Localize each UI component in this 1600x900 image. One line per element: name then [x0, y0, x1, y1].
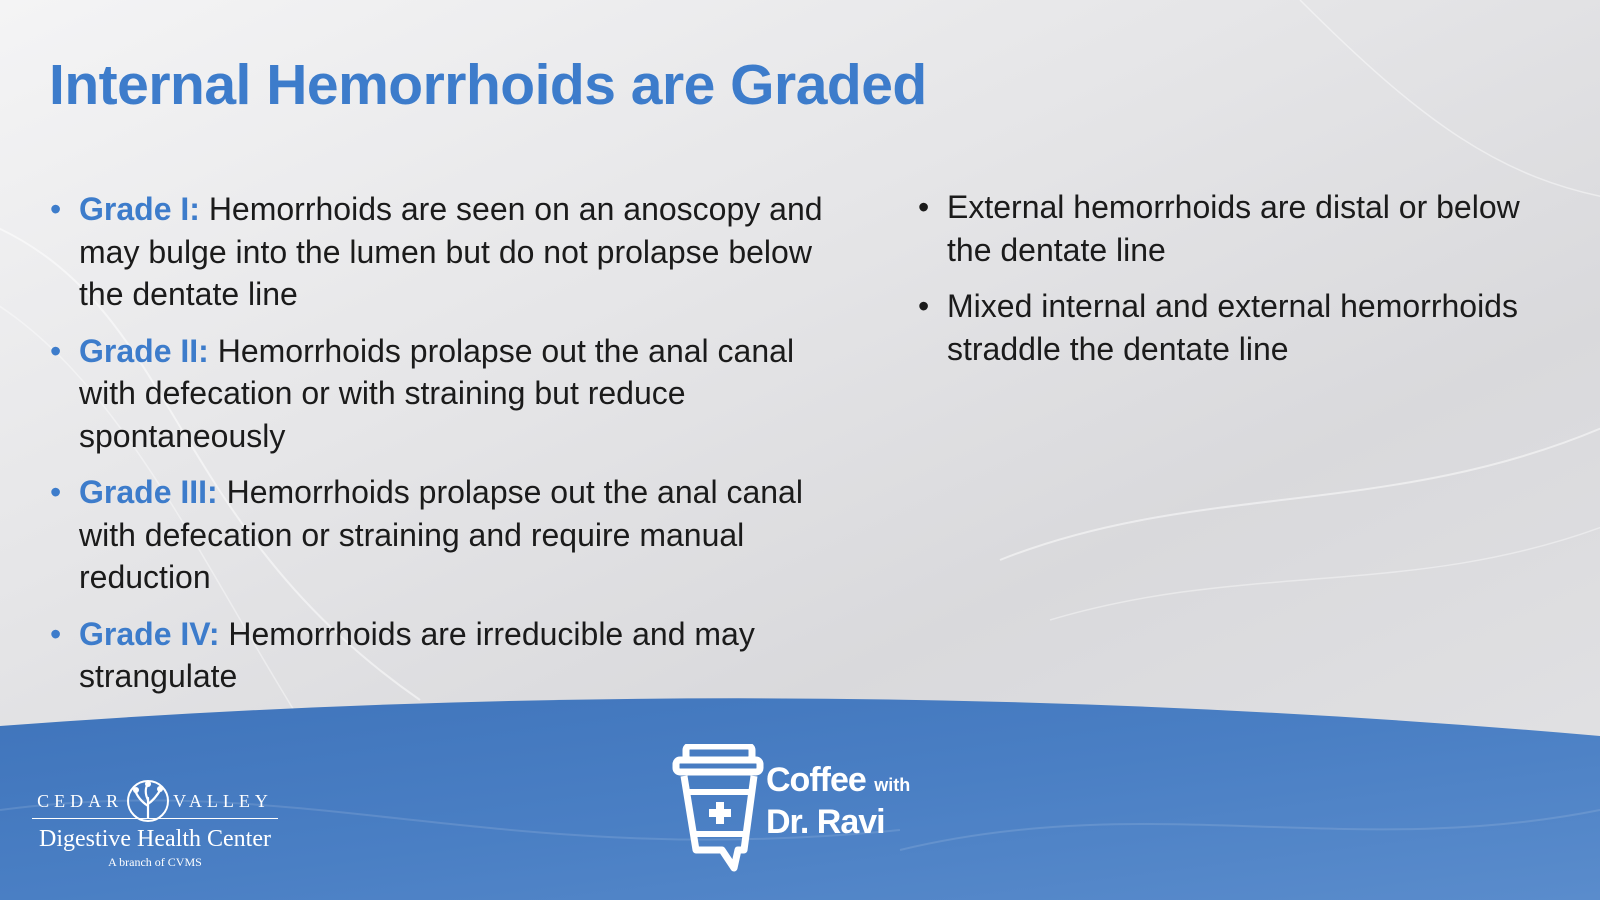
tree-emblem-icon: [125, 778, 171, 824]
bullet-grade-3: [50, 471, 850, 599]
grade-label: Grade III:: [79, 474, 218, 510]
cedar-valley-logo: [24, 778, 286, 870]
grade-text: Hemorrhoids are irreducible and may strangulate: [79, 615, 755, 694]
logo-word-valley: VALLEY: [173, 790, 273, 811]
coffee-cup-icon: [672, 744, 764, 872]
brand-line-coffee: [766, 762, 910, 803]
brand-text: [766, 762, 910, 841]
grade-label: Grade I:: [79, 191, 200, 227]
bullet-grade-2: [50, 330, 850, 458]
bullet-grade-4: [50, 613, 850, 698]
bullet-mixed: • Mixed internal and external hemorrhoids straddle the dentate line: [918, 285, 1558, 370]
brand-name: Dr. Ravi: [766, 803, 885, 841]
bullet-grade-1: [50, 188, 850, 316]
slide-title: Internal Hemorrhoids are Graded: [49, 53, 927, 117]
logo-tagline: A branch of CVMS: [108, 855, 202, 869]
logo-word-cedar: CEDAR: [37, 790, 124, 811]
brand-coffee: Coffee: [766, 761, 866, 799]
grade-bullet-list: [50, 188, 850, 712]
grade-text: Hemorrhoids prolapse out the anal canal with defecation or straining and require manual reduction: [79, 474, 803, 595]
brand-with: with: [874, 775, 911, 795]
grade-label: Grade II:: [79, 332, 209, 369]
grade-label: Grade IV:: [79, 615, 220, 652]
grade-text: Hemorrhoids are seen on an anoscopy and may bulge into the lumen but do not prolapse below the dentate line: [79, 191, 823, 312]
external-bullet-list: [918, 186, 1558, 384]
grade-text: Hemorrhoids prolapse out the anal canal with defecation or with straining but reduce spontaneously: [79, 332, 795, 454]
coffee-with-dr-ravi-logo: [672, 744, 942, 874]
logo-name: Digestive Health Center: [39, 826, 271, 852]
bullet-external: • External hemorrhoids are distal or below the dentate line: [918, 186, 1558, 271]
